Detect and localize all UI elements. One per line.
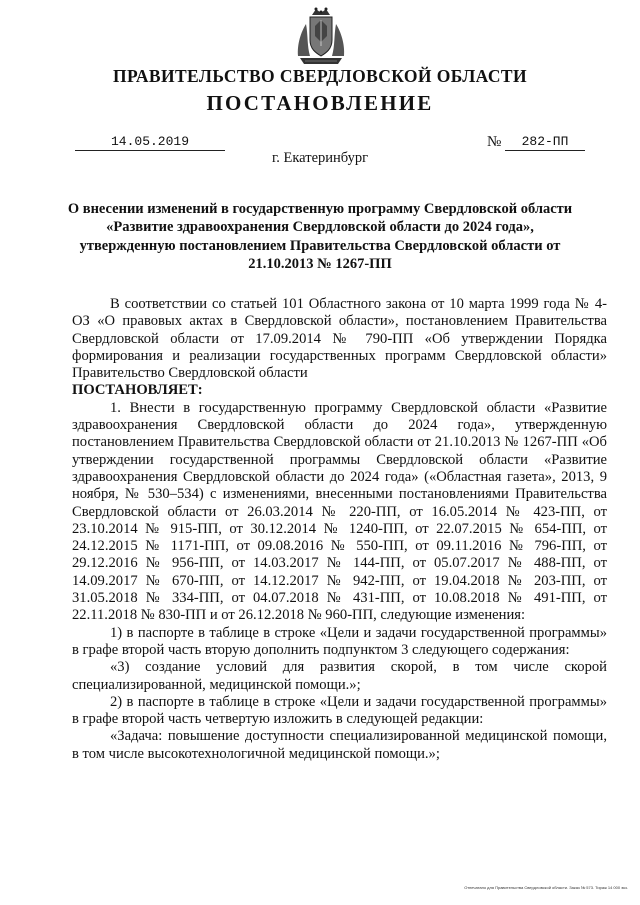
- subitem-2-paragraph: 2) в паспорте в таблице в строке «Цели и задачи государственной программы» в графе второй часть четвертую изложить в следующей редакции:: [72, 693, 607, 728]
- quote-2-paragraph: «Задача: повышение доступности специализированной медицинской помощи, в том числе высокотехнологичной медицинской помощи.»;: [72, 728, 607, 762]
- document-number: 282-ПП: [505, 134, 585, 151]
- item-1-paragraph: 1. Внести в государственную программу Свердловской области «Развитие здравоохранения Свердловской области до 2024 года», утвержденную постановлением Правительства Свердловской области от 21.10.2013 № 1267-ПП «Об утверждении государственной программы Свердловской области «Развитие здравоохранения Свердловской области до 2024 года» («Областная газета», 2013, 9 ноября, № 530–534) с изменениями, внесенными постановлениями Правительства Свердловской области от 26.03.2014 № 220-ПП, от 16.05.2014 № 423-ПП, от 23.10.2014 № 915-ПП, от 30.12.2014 № 1240-ПП, от 22.07.2015 № 654-ПП, от 24.12.2015 № 1171-ПП, от 09.08.2016 № 550-ПП, от 09.11.2016 № 796-ПП, от 29.12.2016 № 956-ПП, от 14.03.2017 № 144-ПП, от 05.07.2017 № 488-ПП, от 14.09.2017 № 670-ПП, от 14.12.2017 № 942-ПП, от 19.04.2018 № 203-ПП, от 31.05.2018 № 334-ПП, от 04.07.2018 № 431-ПП, от 10.08.2018 № 491-ПП, от 22.11.2018 № 830-ПП и от 26.12.2018 № 960-ПП, следующие изменения:: [72, 399, 607, 624]
- subitem-1-paragraph: 1) в паспорте в таблице в строке «Цели и задачи государственной программы» в графе второй часть вторую дополнить подпунктом 3 следующего содержания:: [72, 624, 607, 658]
- quote-1-paragraph: «3) создание условий для развития скорой, в том числе скорой специализированной, медицинской помощи.»;: [72, 659, 607, 693]
- document-date: 14.05.2019: [75, 134, 225, 151]
- intro-paragraph: В соответствии со статьей 101 Областного закона от 10 марта 1999 года № 4-ОЗ «О правовых актах в Свердловской области», постановлением Правительства Свердловской области от 17.09.2014 № 790-ПП «Об утверждении Порядка формирования и реализации государственных программ Свердловской области» Правительство Свердловской области: [72, 296, 607, 382]
- city: г. Екатеринбург: [271, 150, 369, 166]
- document-type: ПОСТАНОВЛЕНИЕ: [206, 91, 434, 115]
- print-footer: Отпечатано для Правительства Свердловской области. Заказ № 573. Тираж 14 000 экз.: [464, 885, 628, 890]
- number-sign: №: [487, 134, 502, 150]
- government-name: ПРАВИТЕЛЬСТВО СВЕРДЛОВСКОЙ ОБЛАСТИ: [113, 66, 527, 86]
- resolves-heading: ПОСТАНОВЛЯЕТ:: [72, 382, 203, 399]
- document-title: О внесении изменений в государственную программу Свердловской области «Развитие здравоохранения Свердловской области до 2024 года», утвержденную постановлением Правительства Свердловской области от 21.10.2013 № 1267-ПП: [67, 201, 573, 273]
- coat-of-arms-emblem: [295, 6, 347, 66]
- document-body: [72, 296, 607, 763]
